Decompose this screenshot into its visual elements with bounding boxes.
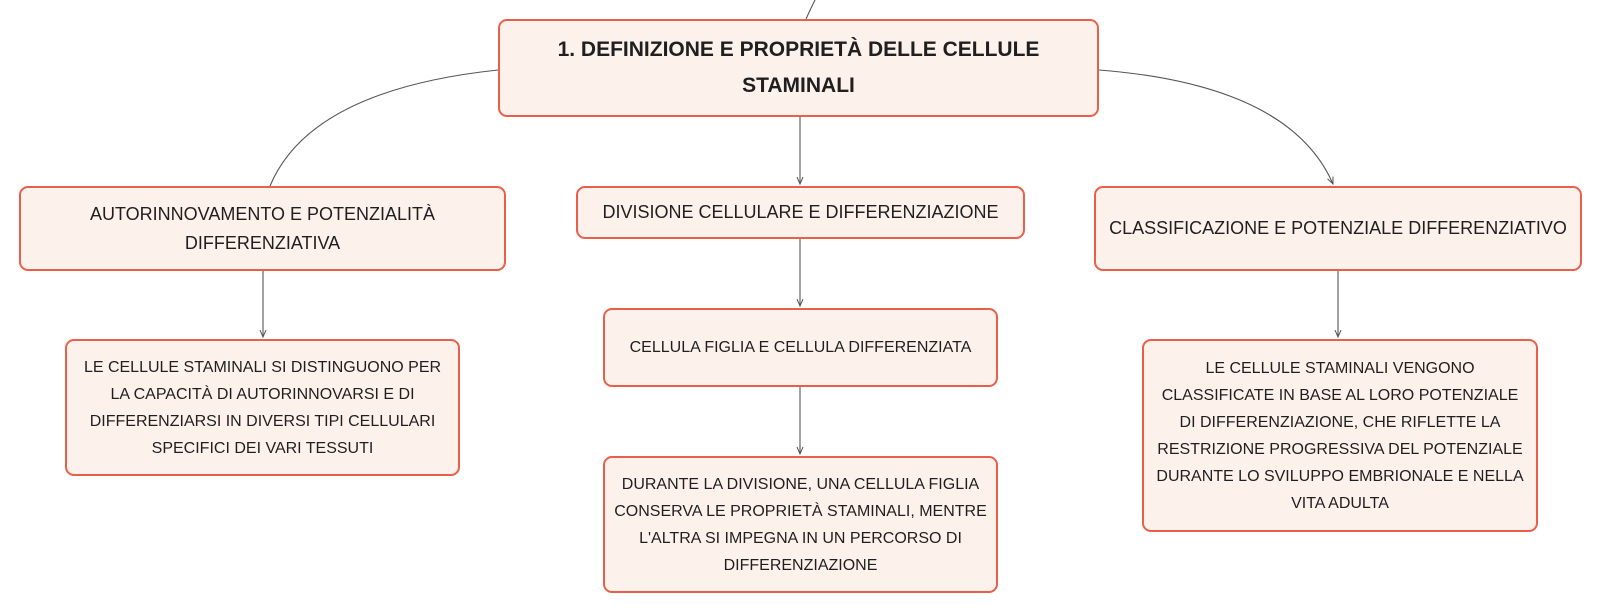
branch-label: CLASSIFICAZIONE E POTENZIALE DIFFERENZIATIVO (1109, 218, 1567, 238)
branch-node-divisione-cellulare[interactable] (576, 186, 1025, 239)
branch-label: DIVISIONE CELLULARE E DIFFERENZIAZIONE (602, 202, 999, 222)
connector-root-branch-1 (270, 70, 498, 186)
leaf-node-classificazione-detail[interactable] (1142, 339, 1538, 532)
leaf-label: LE CELLULE STAMINALI VENGONO CLASSIFICATE IN BASE AL LORO POTENZIALE DI DIFFERENZIAZIONE, CHE RIFLETTE LA RESTRIZIONE PROGRESSIVA DEL POTENZIALE DURANTE LO SVILUPPO EMBRIONALE E NELLA VITA ADULTA (1156, 359, 1524, 512)
root-topic-node[interactable] (498, 19, 1099, 117)
branch-node-autorinnovamento[interactable] (19, 186, 506, 271)
branch-node-classificazione[interactable] (1094, 186, 1582, 271)
leaf-node-cellula-figlia[interactable] (603, 308, 998, 387)
root-topic-label: 1. DEFINIZIONE E PROPRIETÀ DELLE CELLULE STAMINALI (557, 38, 1040, 97)
leaf-label: LE CELLULE STAMINALI SI DISTINGUONO PER LA CAPACITÀ DI AUTORINNOVARSI E DI DIFFERENZIARSI IN DIVERSI TIPI CELLULARI SPECIFICI DEI VARI TESSUTI (83, 358, 442, 457)
leaf-label: DURANTE LA DIVISIONE, UNA CELLULA FIGLIA CONSERVA LE PROPRIETÀ STAMINALI, MENTRE L'ALTRA SI IMPEGNA IN UN PERCORSO DI DIFFERENZIAZIONE (614, 475, 987, 574)
branch-label: AUTORINNOVAMENTO E POTENZIALITÀ DIFFERENZIATIVA (89, 203, 436, 253)
leaf-node-autorinnovamento-detail[interactable] (65, 339, 460, 476)
leaf-node-divisione-detail[interactable] (603, 456, 998, 593)
connector-parent-root (806, 0, 815, 19)
connector-root-branch-3 (1099, 70, 1333, 184)
leaf-label: CELLULA FIGLIA E CELLULA DIFFERENZIATA (629, 339, 972, 356)
